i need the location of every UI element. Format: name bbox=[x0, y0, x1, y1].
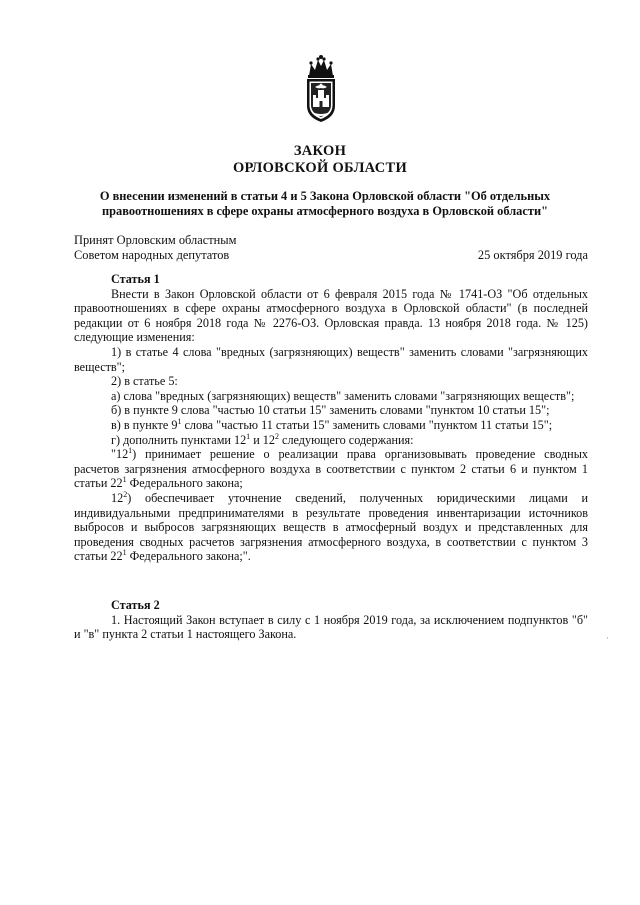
document-title: ЗАКОН bbox=[293, 143, 347, 159]
paragraph: а) слова "вредных (загрязняющих) веществ" заменить словами "загрязняющих веществ"; bbox=[111, 388, 575, 403]
paragraph: б) в пункте 9 слова "частью 10 статьи 15" заменить словами "пунктом 10 статьи 15"; bbox=[111, 403, 550, 418]
superscript: 1 bbox=[246, 431, 251, 441]
paragraph: 2) в статье 5: bbox=[111, 374, 178, 389]
superscript: 1 bbox=[177, 416, 182, 426]
text-run: ) принимает решение о реализации права организовывать проведение сводных расчетов загрязнения атмосферного воздуха в соответствии с пунктом 2 статьи 6 и пунктом 1 статьи 22 bbox=[74, 447, 588, 491]
paragraph bbox=[74, 447, 588, 491]
text-run: и 12 bbox=[250, 432, 275, 447]
superscript: 1 bbox=[122, 548, 127, 558]
document-subtitle bbox=[80, 189, 570, 219]
text-run: ) обеспечивает уточнение сведений, полученных юридическими лицами и индивидуальными предпринимателями в результате проведения инвентаризации источников выбросов и выбросов загрязняющих веществ в атмосферный воздух и представленных для проведения сводных расчетов загрязнения атмосферного воздуха, в соответствии с пунктом 3 статьи 22 bbox=[74, 490, 588, 564]
adoption-line: Принят Орловским областным bbox=[74, 233, 237, 247]
adoption-line: Советом народных депутатов bbox=[74, 248, 230, 262]
superscript: 1 bbox=[128, 446, 133, 456]
paragraph: Внести в Закон Орловской области от 6 февраля 2015 года № 1741-ОЗ "Об отдельных правоотношениях в сфере охраны атмосферного воздуха в Орловской области" (в последней редакции от 6 ноября 2018 года № 2276-ОЗ. Орловская правда. 13 ноября 2018 года. № 125) следующие изменения: bbox=[74, 286, 588, 345]
text-run: 12 bbox=[111, 490, 124, 505]
subtitle-line: О внесении изменений в статьи 4 и 5 Закона Орловской области "Об отдельных bbox=[99, 189, 551, 203]
paragraph bbox=[74, 491, 588, 564]
document-region: ОРЛОВСКОЙ ОБЛАСТИ bbox=[232, 160, 408, 176]
superscript: 1 bbox=[122, 475, 127, 485]
subtitle-line: правоотношениях в сфере охраны атмосферного воздуха в Орловской области" bbox=[102, 204, 548, 218]
text-run: в) в пункте 9 bbox=[111, 417, 178, 432]
text-run: "12 bbox=[111, 447, 129, 462]
text-run: следующего содержания: bbox=[278, 432, 414, 447]
scan-mark: · bbox=[606, 633, 609, 643]
text-run: слова "частью 11 статьи 15" заменить словами "пунктом 11 статьи 15"; bbox=[181, 417, 553, 432]
paragraph: 1. Настоящий Закон вступает в силу с 1 ноября 2019 года, за исключением подпунктов "б" и "в" пункта 2 статьи 1 настоящего Закона. bbox=[74, 612, 588, 642]
article-heading: Статья 1 bbox=[111, 272, 160, 286]
superscript: 2 bbox=[123, 489, 128, 499]
text-run: Федерального закона; bbox=[126, 476, 243, 491]
article-1 bbox=[74, 272, 588, 564]
paragraph bbox=[74, 418, 588, 433]
adoption-info bbox=[74, 233, 236, 263]
coat-of-arms-icon bbox=[298, 54, 344, 124]
text-run: Федерального закона;". bbox=[126, 549, 251, 564]
article-heading: Статья 2 bbox=[111, 598, 160, 612]
paragraph: 1) в статье 4 слова "вредных (загрязняющих) веществ" заменить словами "загрязняющих веществ"; bbox=[74, 344, 588, 374]
text-run: г) дополнить пунктами 12 bbox=[111, 432, 247, 447]
adoption-date: 25 октября 2019 года bbox=[477, 248, 588, 262]
article-2 bbox=[74, 598, 588, 642]
superscript: 2 bbox=[274, 431, 279, 441]
paragraph bbox=[74, 433, 588, 448]
